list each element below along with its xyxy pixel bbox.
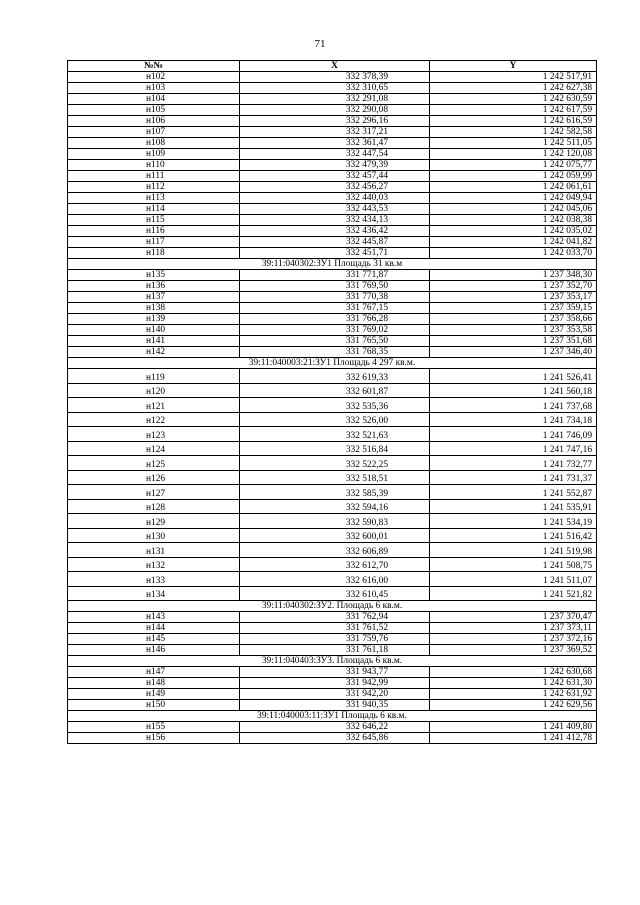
table-row	[68, 138, 597, 149]
point-number-cell: н127	[68, 485, 240, 500]
table-row	[68, 557, 597, 572]
x-coordinate-cell: 331 761,18	[240, 645, 430, 656]
table-row	[68, 572, 597, 587]
point-number-cell: н111	[68, 171, 240, 182]
table-row	[68, 292, 597, 303]
point-number-cell: н149	[68, 689, 240, 700]
table-row	[68, 528, 597, 543]
y-coordinate-cell: 1 241 731,37	[430, 470, 597, 485]
section-title-row	[68, 656, 597, 667]
point-number-cell: н109	[68, 149, 240, 160]
table-row	[68, 456, 597, 471]
x-coordinate-cell: 332 594,16	[240, 499, 430, 514]
x-coordinate-cell: 331 768,35	[240, 347, 430, 358]
point-number-cell: н123	[68, 427, 240, 442]
x-coordinate-cell: 332 290,08	[240, 105, 430, 116]
table-row	[68, 204, 597, 215]
x-coordinate-cell: 332 601,87	[240, 383, 430, 398]
point-number-cell: н107	[68, 127, 240, 138]
point-number-cell: н143	[68, 612, 240, 623]
x-coordinate-cell: 331 940,35	[240, 700, 430, 711]
y-coordinate-cell: 1 237 369,52	[430, 645, 597, 656]
y-coordinate-cell: 1 241 732,77	[430, 456, 597, 471]
x-coordinate-cell: 332 619,33	[240, 369, 430, 384]
point-number-cell: н122	[68, 412, 240, 427]
point-number-cell: н119	[68, 369, 240, 384]
point-number-cell: н124	[68, 441, 240, 456]
x-coordinate-cell: 332 646,22	[240, 722, 430, 733]
x-coordinate-cell: 332 522,25	[240, 456, 430, 471]
x-coordinate-cell: 331 769,50	[240, 281, 430, 292]
x-coordinate-cell: 332 310,65	[240, 83, 430, 94]
section-title-row	[68, 259, 597, 270]
header-x: X	[240, 61, 430, 72]
table-row	[68, 722, 597, 733]
y-coordinate-cell: 1 242 629,56	[430, 700, 597, 711]
y-coordinate-cell: 1 237 373,11	[430, 623, 597, 634]
point-number-cell: н108	[68, 138, 240, 149]
coordinates-table	[67, 60, 597, 744]
y-coordinate-cell: 1 241 746,09	[430, 427, 597, 442]
table-row	[68, 586, 597, 601]
x-coordinate-cell: 331 762,94	[240, 612, 430, 623]
point-number-cell: н112	[68, 182, 240, 193]
y-coordinate-cell: 1 242 038,38	[430, 215, 597, 226]
y-coordinate-cell: 1 237 353,17	[430, 292, 597, 303]
x-coordinate-cell: 332 436,42	[240, 226, 430, 237]
y-coordinate-cell: 1 241 737,68	[430, 398, 597, 413]
x-coordinate-cell: 332 457,44	[240, 171, 430, 182]
x-coordinate-cell: 331 771,87	[240, 270, 430, 281]
y-coordinate-cell: 1 241 516,42	[430, 528, 597, 543]
table-row	[68, 248, 597, 259]
table-row	[68, 383, 597, 398]
section-title: 39:11:040403:ЗУ3. Площадь 6 кв.м.	[68, 656, 597, 667]
y-coordinate-cell: 1 241 526,41	[430, 369, 597, 384]
point-number-cell: н113	[68, 193, 240, 204]
header-y: Y	[430, 61, 597, 72]
table-header-row	[68, 61, 597, 72]
table-row	[68, 623, 597, 634]
y-coordinate-cell: 1 242 630,59	[430, 94, 597, 105]
y-coordinate-cell: 1 237 372,16	[430, 634, 597, 645]
y-coordinate-cell: 1 242 035,02	[430, 226, 597, 237]
x-coordinate-cell: 331 769,02	[240, 325, 430, 336]
table-row	[68, 634, 597, 645]
y-coordinate-cell: 1 242 627,38	[430, 83, 597, 94]
point-number-cell: н116	[68, 226, 240, 237]
table-row	[68, 303, 597, 314]
x-coordinate-cell: 332 479,39	[240, 160, 430, 171]
section-title-row	[68, 358, 597, 369]
point-number-cell: н134	[68, 586, 240, 601]
y-coordinate-cell: 1 241 521,82	[430, 586, 597, 601]
table-row	[68, 94, 597, 105]
section-title: 39:11:040302:ЗУ1 Площадь 31 кв.м	[68, 259, 597, 270]
x-coordinate-cell: 331 942,20	[240, 689, 430, 700]
x-coordinate-cell: 332 361,47	[240, 138, 430, 149]
table-row	[68, 127, 597, 138]
table-row	[68, 160, 597, 171]
table-row	[68, 171, 597, 182]
y-coordinate-cell: 1 237 346,40	[430, 347, 597, 358]
point-number-cell: н103	[68, 83, 240, 94]
point-number-cell: н156	[68, 733, 240, 744]
point-number-cell: н130	[68, 528, 240, 543]
x-coordinate-cell: 332 317,21	[240, 127, 430, 138]
section-title-row	[68, 601, 597, 612]
point-number-cell: н118	[68, 248, 240, 259]
x-coordinate-cell: 331 770,38	[240, 292, 430, 303]
point-number-cell: н145	[68, 634, 240, 645]
table-row	[68, 369, 597, 384]
table-row	[68, 678, 597, 689]
table-row	[68, 543, 597, 558]
point-number-cell: н155	[68, 722, 240, 733]
section-title-row	[68, 711, 597, 722]
y-coordinate-cell: 1 241 534,19	[430, 514, 597, 529]
section-title: 39:11:040003:21:ЗУ1 Площадь 4 297 кв.м.	[68, 358, 597, 369]
y-coordinate-cell: 1 241 747,16	[430, 441, 597, 456]
y-coordinate-cell: 1 242 631,30	[430, 678, 597, 689]
table-row	[68, 336, 597, 347]
y-coordinate-cell: 1 242 511,05	[430, 138, 597, 149]
y-coordinate-cell: 1 242 616,59	[430, 116, 597, 127]
x-coordinate-cell: 332 616,00	[240, 572, 430, 587]
point-number-cell: н106	[68, 116, 240, 127]
table-row	[68, 149, 597, 160]
y-coordinate-cell: 1 237 353,58	[430, 325, 597, 336]
y-coordinate-cell: 1 242 041,82	[430, 237, 597, 248]
x-coordinate-cell: 332 585,39	[240, 485, 430, 500]
table-row	[68, 499, 597, 514]
x-coordinate-cell: 332 606,89	[240, 543, 430, 558]
x-coordinate-cell: 331 759,76	[240, 634, 430, 645]
x-coordinate-cell: 332 518,51	[240, 470, 430, 485]
x-coordinate-cell: 332 612,70	[240, 557, 430, 572]
table-row	[68, 182, 597, 193]
x-coordinate-cell: 332 447,54	[240, 149, 430, 160]
point-number-cell: н150	[68, 700, 240, 711]
table-row	[68, 83, 597, 94]
table-row	[68, 733, 597, 744]
point-number-cell: н142	[68, 347, 240, 358]
y-coordinate-cell: 1 237 352,70	[430, 281, 597, 292]
x-coordinate-cell: 332 378,39	[240, 72, 430, 83]
point-number-cell: н148	[68, 678, 240, 689]
table-row	[68, 325, 597, 336]
y-coordinate-cell: 1 242 049,94	[430, 193, 597, 204]
table-row	[68, 470, 597, 485]
point-number-cell: н137	[68, 292, 240, 303]
y-coordinate-cell: 1 241 508,75	[430, 557, 597, 572]
point-number-cell: н120	[68, 383, 240, 398]
x-coordinate-cell: 332 451,71	[240, 248, 430, 259]
x-coordinate-cell: 332 590,83	[240, 514, 430, 529]
y-coordinate-cell: 1 242 582,58	[430, 127, 597, 138]
y-coordinate-cell: 1 242 517,91	[430, 72, 597, 83]
y-coordinate-cell: 1 242 033,70	[430, 248, 597, 259]
table-body	[68, 72, 597, 744]
point-number-cell: н105	[68, 105, 240, 116]
point-number-cell: н147	[68, 667, 240, 678]
table-row	[68, 412, 597, 427]
x-coordinate-cell: 332 526,00	[240, 412, 430, 427]
point-number-cell: н144	[68, 623, 240, 634]
x-coordinate-cell: 332 521,63	[240, 427, 430, 442]
y-coordinate-cell: 1 237 358,66	[430, 314, 597, 325]
x-coordinate-cell: 332 445,87	[240, 237, 430, 248]
x-coordinate-cell: 332 296,16	[240, 116, 430, 127]
point-number-cell: н129	[68, 514, 240, 529]
point-number-cell: н138	[68, 303, 240, 314]
point-number-cell: н132	[68, 557, 240, 572]
table-row	[68, 427, 597, 442]
y-coordinate-cell: 1 241 412,78	[430, 733, 597, 744]
x-coordinate-cell: 332 291,08	[240, 94, 430, 105]
x-coordinate-cell: 332 443,53	[240, 204, 430, 215]
table-row	[68, 281, 597, 292]
x-coordinate-cell: 332 456,27	[240, 182, 430, 193]
x-coordinate-cell: 331 767,15	[240, 303, 430, 314]
y-coordinate-cell: 1 241 560,18	[430, 383, 597, 398]
header-point-number: №№	[68, 61, 240, 72]
y-coordinate-cell: 1 241 519,98	[430, 543, 597, 558]
y-coordinate-cell: 1 242 059,99	[430, 171, 597, 182]
table-row	[68, 667, 597, 678]
x-coordinate-cell: 332 610,45	[240, 586, 430, 601]
y-coordinate-cell: 1 241 409,80	[430, 722, 597, 733]
point-number-cell: н121	[68, 398, 240, 413]
section-title: 39:11:040003:11:ЗУ1 Площадь 6 кв.м.	[68, 711, 597, 722]
table-row	[68, 398, 597, 413]
x-coordinate-cell: 332 645,86	[240, 733, 430, 744]
y-coordinate-cell: 1 241 511,07	[430, 572, 597, 587]
point-number-cell: н135	[68, 270, 240, 281]
table-row	[68, 347, 597, 358]
point-number-cell: н125	[68, 456, 240, 471]
point-number-cell: н139	[68, 314, 240, 325]
point-number-cell: н136	[68, 281, 240, 292]
page-number: 71	[314, 38, 326, 50]
table-row	[68, 193, 597, 204]
point-number-cell: н126	[68, 470, 240, 485]
y-coordinate-cell: 1 242 075,77	[430, 160, 597, 171]
point-number-cell: н115	[68, 215, 240, 226]
point-number-cell: н146	[68, 645, 240, 656]
y-coordinate-cell: 1 241 734,18	[430, 412, 597, 427]
point-number-cell: н133	[68, 572, 240, 587]
x-coordinate-cell: 331 943,77	[240, 667, 430, 678]
x-coordinate-cell: 331 942,99	[240, 678, 430, 689]
table-row	[68, 226, 597, 237]
y-coordinate-cell: 1 237 348,30	[430, 270, 597, 281]
table-row	[68, 612, 597, 623]
table-row	[68, 105, 597, 116]
table-row	[68, 116, 597, 127]
y-coordinate-cell: 1 242 045,06	[430, 204, 597, 215]
y-coordinate-cell: 1 242 630,68	[430, 667, 597, 678]
y-coordinate-cell: 1 237 370,47	[430, 612, 597, 623]
point-number-cell: н110	[68, 160, 240, 171]
point-number-cell: н131	[68, 543, 240, 558]
x-coordinate-cell: 332 434,13	[240, 215, 430, 226]
x-coordinate-cell: 331 761,52	[240, 623, 430, 634]
point-number-cell: н102	[68, 72, 240, 83]
table-row	[68, 270, 597, 281]
y-coordinate-cell: 1 237 359,15	[430, 303, 597, 314]
x-coordinate-cell: 332 516,84	[240, 441, 430, 456]
table-row	[68, 314, 597, 325]
y-coordinate-cell: 1 242 061,61	[430, 182, 597, 193]
point-number-cell: н117	[68, 237, 240, 248]
x-coordinate-cell: 332 535,36	[240, 398, 430, 413]
table-row	[68, 514, 597, 529]
y-coordinate-cell: 1 242 617,59	[430, 105, 597, 116]
point-number-cell: н104	[68, 94, 240, 105]
y-coordinate-cell: 1 241 535,91	[430, 499, 597, 514]
table-row	[68, 689, 597, 700]
table-row	[68, 72, 597, 83]
y-coordinate-cell: 1 242 120,08	[430, 149, 597, 160]
x-coordinate-cell: 331 765,50	[240, 336, 430, 347]
point-number-cell: н140	[68, 325, 240, 336]
x-coordinate-cell: 332 440,03	[240, 193, 430, 204]
x-coordinate-cell: 332 600,01	[240, 528, 430, 543]
section-title: 39:11:040302:ЗУ2. Площадь 6 кв.м.	[68, 601, 597, 612]
point-number-cell: н141	[68, 336, 240, 347]
table-row	[68, 645, 597, 656]
table-row	[68, 485, 597, 500]
point-number-cell: н114	[68, 204, 240, 215]
table-row	[68, 441, 597, 456]
table-row	[68, 700, 597, 711]
y-coordinate-cell: 1 241 552,87	[430, 485, 597, 500]
table-row	[68, 215, 597, 226]
y-coordinate-cell: 1 242 631,92	[430, 689, 597, 700]
y-coordinate-cell: 1 237 351,68	[430, 336, 597, 347]
point-number-cell: н128	[68, 499, 240, 514]
table-row	[68, 237, 597, 248]
x-coordinate-cell: 331 766,28	[240, 314, 430, 325]
